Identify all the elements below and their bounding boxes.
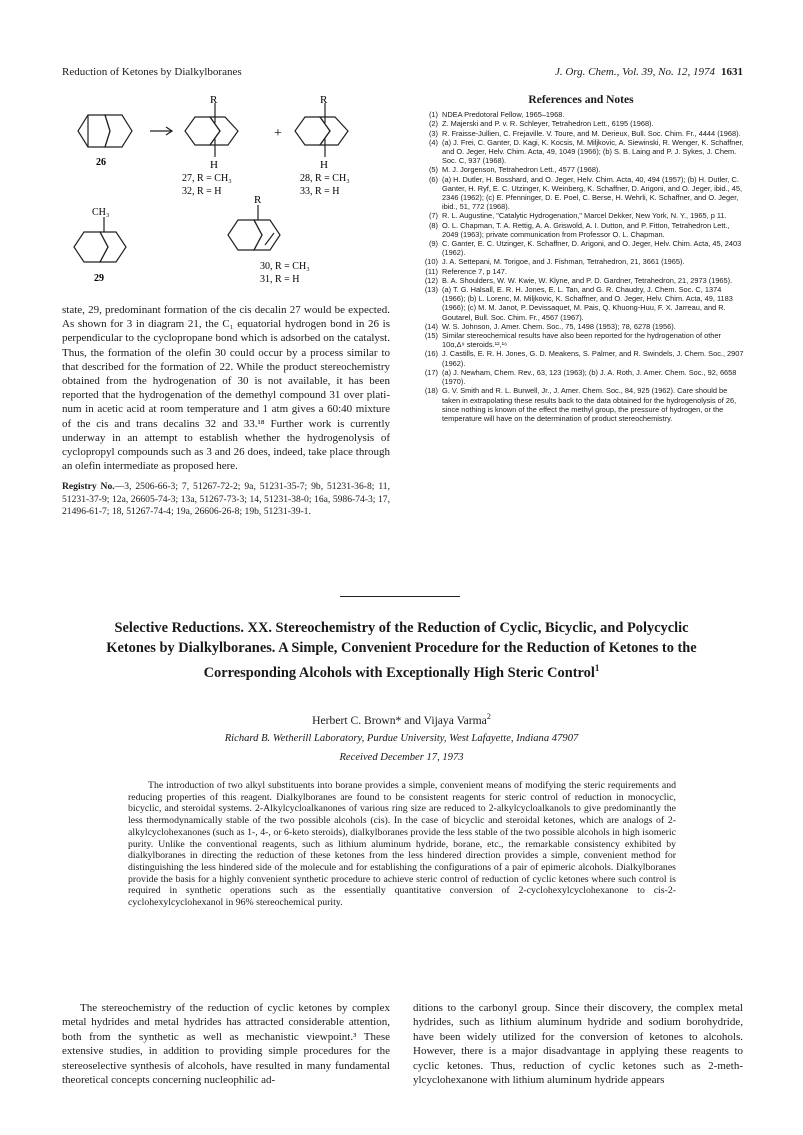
reference-item	[418, 239, 744, 257]
references-section	[418, 96, 744, 423]
reference-text: O. L. Chapman, T. A. Rettig, A. A. Griswold, A. I. Dutton, and P. Fitton, Tetrahedron Lett., 2049 (1963); private communication from Professor O. L. Chapman.	[442, 220, 730, 239]
title-footnote-marker: 1	[594, 663, 600, 673]
article-authors	[100, 712, 703, 727]
reference-item	[418, 276, 744, 285]
compound-30-ring-right	[254, 220, 280, 250]
reference-number: (14)	[424, 321, 438, 331]
reference-text: M. J. Jorgenson, Tetrahedron Lett., 4577 (1968).	[442, 165, 601, 175]
chemical-structures-figure	[60, 95, 390, 300]
reference-number: (7)	[428, 211, 438, 221]
label-32: 32, R = H	[182, 186, 222, 197]
running-header-journal	[555, 66, 743, 78]
abstract: The introduction of two alkyl substituents into borane provides a simple, convenient means of modifying the steric requirements and reducing properties of this reagent. Dialkylboranes are found to be consistent reagents for steric control of reduction in monocyclic, bicyclic, and steroidal systems. 2-Alkylcycloalkanones of various ring size are reduced to 2-alkylcycloalkanols to give predominantly the less thermodynamically stable of the two possible alcohols (cis). In the case of bicyclic and steroidal ketones, which are analogs of 2-alkylcyclohexanones (such as 1-, 4-, or 6-keto steroids), dialkylboranes provide the less stable of the two possible alcohols in high isomeric purity. Unlike the conventional reagents, such as lithium aluminum hydride, borane, etc., the remarkable consistency exhibited by dialkylboranes in directing the reduction of these ketones from the less hindered direction provides a simple, convenient method for distinguishing the less hindered side of the molecule and for establishing the configurations of a pair of epimeric alcohols. Dialkylboranes provide the basis for a highly convenient synthetic procedure to achieve steric control of reduction of cyclic ketones where such control is required in synthetic operations such as the essentially quantitative conversion of 2-cyclohexylcyclohexanone to cis-2-cyclohexylcyclohexanol in 96% stereochemical purity.	[128, 780, 676, 909]
article-title-text: Selective Reductions. XX. Stereochemistry of the Reduction of Cyclic, Bicyclic, and Polycyclic Ketones by Dialkylboranes. A Simple, Convenient Procedure for the Reduction of Ketones to the Corresponding Alcohols with Exceptionally High Steric Control	[106, 620, 697, 681]
reference-item	[418, 119, 744, 128]
reference-text: NDEA Predotoral Fellow, 1965–1968.	[442, 110, 565, 120]
registry-label: Registry No.	[62, 481, 115, 493]
reference-item	[418, 221, 744, 239]
label-30: 30, R = CH₃	[260, 261, 310, 272]
reference-item	[418, 138, 744, 166]
compound-28-ring-right	[320, 117, 348, 145]
left-column-text	[62, 303, 390, 526]
label-28: 28, R = CH₃	[300, 173, 350, 184]
reference-item	[418, 175, 744, 212]
author-affiliation: Richard B. Wetherill Laboratory, Purdue University, West Lafayette, Indiana 47907	[224, 733, 579, 744]
reference-text: (a) J. Frei, C. Ganter, D. Kagi, K. Kocsis, M. Miljkovic, A. Siewinski, R. Wenger, K. Schaffner, and O. Jeger, Helv. Chim. Acta, 49, 1049 (1966); (b) S. B. Laing and P. J. Sykes, J. Chem. Soc. C, 937 (1968).	[442, 137, 744, 166]
reference-item	[418, 211, 744, 220]
reference-item	[418, 368, 744, 386]
reference-number: (8)	[428, 220, 438, 230]
article-title	[100, 618, 703, 683]
label-31: 31, R = H	[260, 274, 300, 285]
reference-number: (2)	[428, 119, 438, 129]
registry-numbers	[62, 481, 390, 518]
reference-text: Similar stereochemical results have also been reported for the hydrogenation of other 10α,Δ⁹ steroids.¹²,¹⁶	[442, 331, 721, 350]
reference-item	[418, 322, 744, 331]
received-date: Received December 17, 1973	[339, 752, 464, 763]
compound-27-ring-right	[210, 117, 238, 145]
body-text-left-column: The stereochemistry of the reduction of cyclic ketones by complex metal hydrides and metal hydrides has attracted considerable attention, both from the synthetic as well as mechanistic viewpoint.³ These extensive studies, in addition to providing simple procedures for the stereoselective synthesis of alcohols, have resulted in many fundamental theoretical concepts concerning nucleophilic ad-	[62, 1002, 390, 1087]
reference-number: (1)	[428, 110, 438, 120]
registry-list: —3, 2506-66-3; 7, 51267-72-2; 9a, 51231-35-7; 9b, 51231-36-8; 11, 51231-37-9; 12a, 26605-74-3; 13a, 51267-73-3; 14, 51231-38-0; 16a, 5986-74-3; 17, 21496-61-7; 18, 51267-74-4; 19a, 26606-26-8; 19b, 51231-39-1.	[62, 481, 390, 517]
reference-number: (4)	[428, 137, 438, 147]
compound-26-ring-left	[78, 115, 110, 147]
label-ch3: CH₃	[92, 207, 110, 218]
reference-text: J. Castills, E. R. H. Jones, G. D. Meakens, S. Palmer, and R. Swindels, J. Chem. Soc., 2907 (1962).	[442, 349, 744, 368]
label-h1: H	[210, 159, 218, 171]
discussion-paragraph: state, 29, predominant formation of the cis decalin 27 would be expected. As shown for 3 in diagram 21, the C₁ equatorial hydrogen bond in 26 is perpendicular to the cyclopropane bond which is adsorbed on the catalyst. Thus, the formation of the olefin 30 could occur by a process similar to that described for the formation of 22. While the product stereochemistry obtained from the hydrogenation of 30 is not available, it has been reported that the hydrogenation of the demethyl compound 31 over platinum in acetic acid at room temperature and 1 atm gives a 60:40 mixture of the cis and trans decalins 32 and 33.¹⁸ Further work is currently underway in an attempt to establish whether the hydrogenolysis of cyclopropyl compounds such as 3 and 26 does, indeed, take place through an olefin intermediate as proposed here.	[62, 304, 390, 473]
reference-text: (a) J. Newham, Chem. Rev., 63, 123 (1963); (b) J. A. Roth, J. Amer. Chem. Soc., 92, 6658 (1970).	[442, 367, 737, 387]
reference-item	[418, 257, 744, 266]
structures-svg	[60, 95, 390, 300]
reference-item	[418, 285, 744, 322]
references-heading: References and Notes	[528, 94, 634, 106]
reference-item	[418, 349, 744, 367]
reference-number: (9)	[428, 239, 438, 249]
label-27: 27, R = CH₃	[182, 173, 232, 184]
reference-number: (13)	[424, 285, 438, 295]
reference-number: (11)	[425, 266, 438, 276]
reference-item	[418, 386, 744, 423]
authors-footnote-marker: 2	[486, 712, 491, 721]
label-29: 29	[94, 273, 104, 284]
label-33: 33, R = H	[300, 186, 340, 197]
reference-number: (10)	[424, 257, 438, 267]
reference-text: C. Ganter, E. C. Utzinger, K. Schaffner, D. Arigoni, and O. Jeger, Helv. Chim. Acta, 45, 2403 (1962).	[442, 239, 742, 258]
reference-text: W. S. Johnson, J. Amer. Chem. Soc., 75, 1498 (1953); 78, 6278 (1956).	[442, 321, 676, 331]
section-divider	[340, 596, 460, 597]
label-r1: R	[210, 95, 218, 106]
reference-item	[418, 331, 744, 349]
reference-number: (16)	[424, 349, 438, 359]
journal-citation: J. Org. Chem., Vol. 39, No. 12, 1974	[554, 66, 715, 78]
reference-text: J. A. Settepani, M. Torigoe, and J. Fishman, Tetrahedron, 21, 3661 (1965).	[442, 257, 685, 267]
compound-26-ring-right	[105, 115, 132, 147]
references-list	[418, 110, 744, 423]
reference-number: (18)	[424, 386, 438, 396]
reference-number: (3)	[428, 128, 438, 138]
label-26: 26	[96, 157, 106, 168]
reference-number: (17)	[424, 367, 438, 377]
reference-number: (6)	[428, 174, 438, 184]
reference-text: (a) T. G. Halsall, E. R. H. Jones, E. L. Tan, and G. R. Chaudry, J. Chem. Soc. C, 1374 (1966); (b) L. Lorenc, M. Miljkovic, K. Schaffner, and O. Jeger, Helv. Chim. Acta, 49, 1183 (1966); (c) M. M. Janot, P. Devissaquet, M. Pais, Q. Khuong-Huu, F. X. Jarreau, and R. Goutarel, Bull. Soc. Chim. Fr., 4567 (1967).	[442, 285, 733, 322]
reference-item	[418, 267, 744, 276]
reference-number: (15)	[424, 331, 438, 341]
running-header-title: Reduction of Ketones by Dialkylboranes	[62, 66, 242, 78]
label-r2: R	[320, 95, 328, 106]
label-r3: R	[254, 194, 262, 206]
reference-text: B. A. Shoulders, W. W. Kwie, W. Klyne, and P. D. Gardner, Tetrahedron, 21, 2973 (1965).	[442, 275, 733, 285]
plus-sign: +	[274, 126, 282, 141]
reference-item	[418, 165, 744, 174]
reference-number: (5)	[428, 165, 438, 175]
reference-item	[418, 110, 744, 119]
reference-text: Z. Majerski and P. v. R. Schleyer, Tetrahedron Lett., 6195 (1968).	[442, 119, 654, 129]
page-number: 1631	[721, 66, 743, 78]
body-text-right-column: ditions to the carbonyl group. Since their discovery, the complex metal hydrides, such as lithium aluminum hydride and sodium borohydride, have been widely utilized for the conversion of ketones to alcohols. However, there is a major disadvantage in applying these reagents to cyclic ketones. Thus, reduction of cyclic ketones such as 2-methylcyclohexanone with lithium aluminum hydride appears	[413, 1002, 743, 1087]
reference-text: (a) H. Dutler, H. Bosshard, and O. Jeger, Helv. Chim. Acta, 40, 494 (1957); (b) H. Dutler, C. Ganter, H. Ryf, E. C. Utzinger, K. Weinberg, K. Schaffner, D. Arigoni, and O. Jeger, ibid., 45, 2346 (1962); (c) E. Pfenninger, D. E. Poel, C. Berse, H. Wehrli, K. Schaffner, and O. Jeger, ibid., 51, 772 (1968).	[442, 174, 743, 212]
label-h2: H	[320, 159, 328, 171]
reference-number: (12)	[424, 275, 438, 285]
compound-29-ring-right	[100, 232, 126, 262]
reference-text: G. V. Smith and R. L. Burwell, Jr., J. Amer. Chem. Soc., 84, 925 (1962). Care should be taken in extrapolating these results back to the data obtained for the hydrogenolysis of 26, since nothing is known of the effect the methyl group, the pressure of hydrogen, or the temperature will have on the determination of product stereochemistry.	[442, 386, 737, 423]
reference-text: R. L. Augustine, "Catalytic Hydrogenation," Marcel Dekker, New York, N. Y., 1965, p 11.	[442, 211, 727, 221]
reference-item	[418, 129, 744, 138]
authors-text: Herbert C. Brown* and Vijaya Varma	[312, 713, 487, 727]
reference-text: Reference 7, p 147.	[442, 266, 507, 276]
reference-text: R. Fraisse-Jullien, C. Frejaville. V. Toure, and M. Derieux, Bull. Soc. Chim. Fr., 4444 (1968).	[442, 128, 741, 138]
